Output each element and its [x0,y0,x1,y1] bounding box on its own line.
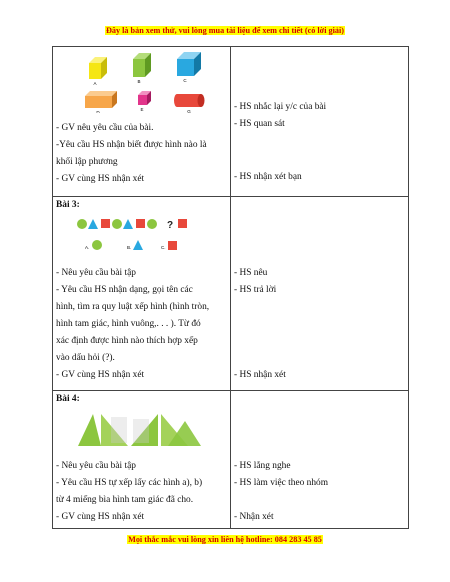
teacher-text: từ 4 miếng bìa hình tam giác đã cho. [56,495,194,505]
teacher-cell [53,47,231,197]
student-text: - HS nhận xét [234,370,286,380]
option-label-b: B. [127,245,132,250]
teacher-text: hình tam giác, hình vuông,. . . ). Từ đó [56,319,201,329]
teacher-cell [53,391,231,529]
shape-label-e: E [140,107,144,112]
student-text: - HS nêu [234,268,268,278]
cube-a-icon [89,57,107,79]
shape-label-b: B [137,79,141,84]
lesson-table [52,46,409,529]
student-text: - HS lắng nghe [234,461,291,471]
exercise-title: Bài 3: [56,200,80,210]
teacher-text: - GV cùng HS nhận xét [56,174,145,184]
box-d-icon [85,91,117,108]
teacher-text: - Nêu yêu cầu bài tập [56,461,136,471]
student-text: - HS nhắc lại y/c của bài [234,102,327,112]
cylinder-g-icon [174,94,205,107]
teacher-text: - Yêu cầu HS tự xếp lấy các hình a), b) [56,478,203,488]
student-text: - Nhận xét [234,512,274,522]
teacher-text: - GV cùng HS nhận xét [56,512,145,522]
student-cell [231,197,409,391]
student-text: - HS quan sát [234,119,285,129]
hotline-banner: Mọi thắc mắc vui lòng xin liên hệ hotline: 084 283 45 85 [128,535,322,544]
student-text: - HS trả lời [234,285,277,295]
shape-label-c: C [183,78,187,83]
shape-label-g: G [187,109,191,113]
student-text: - HS nhận xét bạn [234,172,302,182]
table-row [53,197,409,391]
solid-shapes-figure [79,51,229,113]
student-cell [231,47,409,197]
teacher-text: xác định được hình nào thích hợp xếp [56,336,198,346]
teacher-text: - GV nêu yêu cầu của bài. [56,123,154,133]
teacher-text: - GV cùng HS nhận xét [56,370,145,380]
preview-notice-banner: Đây là bản xem thử, vui lòng mua tài liệu để xem chi tiết (có lời giải) [105,26,344,35]
table-row [53,47,409,197]
pattern-figure [75,217,205,257]
teacher-text: khối lập phương [56,157,118,167]
cube-c-icon [177,52,201,76]
option-label-c: C. [161,245,166,250]
teacher-text: vào dấu hỏi (?). [56,353,115,363]
shape-label-d: D [96,110,100,113]
teacher-text: hình, tìm ra quy luật xếp hình (hình tròn, [56,302,210,312]
shape-label-a: A [93,81,97,86]
triangle-pieces-figure [73,411,213,451]
question-mark: ? [167,220,174,231]
teacher-cell [53,197,231,391]
exercise-title: Bài 4: [56,394,80,404]
teacher-text: - Yêu cầu HS nhận dạng, gọi tên các [56,285,193,295]
box-b-icon [133,53,151,77]
teacher-text: - Nêu yêu cầu bài tập [56,268,136,278]
option-label-a: A. [85,245,90,250]
cube-e-icon [138,91,151,105]
student-cell [231,391,409,529]
table-row [53,391,409,529]
teacher-text: -Yêu cầu HS nhận biết được hình nào là [56,140,207,150]
student-text: - HS làm việc theo nhóm [234,478,328,488]
